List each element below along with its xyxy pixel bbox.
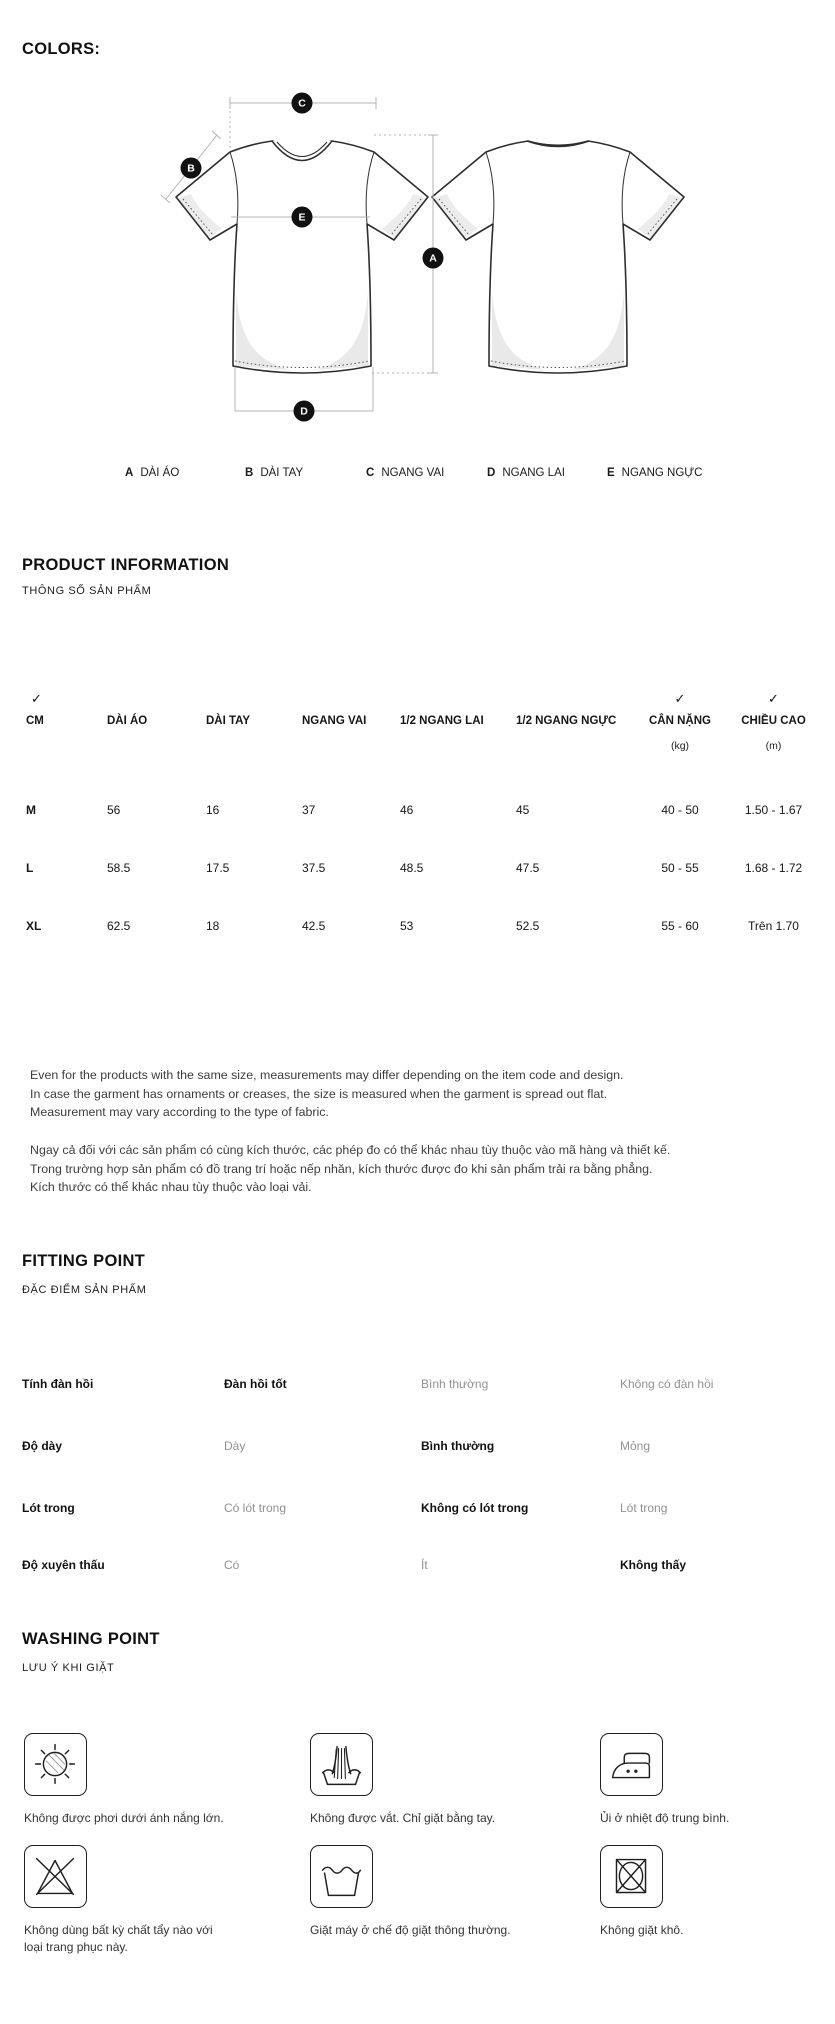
svg-text:D: D — [300, 405, 308, 418]
fitting-row-elasticity: Tính đàn hồi Đàn hồi tốt Bình thường Không có đàn hồi — [22, 1377, 714, 1391]
check-icon: ✓ — [674, 691, 686, 706]
washing-caption: Không dùng bất kỳ chất tẩy nào với loại trang phục này. — [24, 1923, 213, 1954]
legend-item-c: C NGANG VAI — [366, 467, 445, 479]
washing-point-subtitle: LƯU Ý KHI GIẶT — [22, 1662, 115, 1674]
col-chieu-cao: CHIỀU CAO — [741, 715, 806, 727]
washing-caption: Không được phơi dưới ánh nắng lớn. — [24, 1811, 224, 1825]
table-row-l: L 58.5 17.5 37.5 48.5 47.5 50 - 55 1.68 - 1.72 — [26, 861, 803, 875]
height-unit: (m) — [765, 740, 782, 752]
machine-wash-icon — [310, 1845, 373, 1908]
svg-text:A: A — [429, 252, 437, 265]
size-table-header — [0, 715, 835, 731]
back-shirt-drawing — [432, 141, 684, 373]
legend-item-e: E NGANG NGỰC — [607, 467, 703, 479]
check-icon: ✓ — [768, 691, 779, 706]
col-ngang-lai: 1/2 NGANG LAI — [400, 715, 484, 727]
col-ngang-nguc: 1/2 NGANG NGỰC — [516, 715, 617, 727]
col-cm: CM — [26, 715, 44, 727]
legend-item-d: D NGANG LAI — [487, 467, 565, 479]
fitting-row-lining: Lót trong Có lót trong Không có lót trong Lót trong — [22, 1501, 668, 1515]
size-diagram — [0, 60, 835, 430]
svg-text:B: B — [187, 162, 195, 175]
col-dai-ao: DÀI ÁO — [107, 715, 148, 727]
front-shirt-drawing — [176, 141, 428, 373]
col-can-nang: CÂN NẶNG — [649, 715, 711, 727]
table-row-xl: XL 62.5 18 42.5 53 52.5 55 - 60 Trên 1.70 — [26, 919, 799, 933]
no-sun-dry-icon — [24, 1733, 87, 1796]
no-bleach-icon — [24, 1845, 87, 1908]
washing-caption: Giặt máy ở chế độ giặt thông thường. — [310, 1923, 511, 1937]
size-table-checkrow — [0, 691, 835, 707]
col-dai-tay: DÀI TAY — [206, 715, 251, 727]
legend-item-b: B DÀI TAY — [245, 467, 304, 479]
colors-title: COLORS: — [22, 40, 101, 58]
legend-item-a: A DÀI ÁO — [125, 467, 180, 479]
weight-unit: (kg) — [670, 740, 690, 752]
fitting-point-subtitle: ĐẶC ĐIỂM SẢN PHẨM — [22, 1284, 147, 1296]
product-info-subtitle: THÔNG SỐ SẢN PHẨM — [22, 585, 152, 597]
svg-text:E: E — [298, 211, 306, 224]
washing-point-title: WASHING POINT — [22, 1630, 160, 1648]
no-dry-clean-icon — [600, 1845, 663, 1908]
table-row-m: M 56 16 37 46 45 40 - 50 1.50 - 1.67 — [26, 803, 803, 817]
check-icon: ✓ — [31, 691, 42, 706]
fitting-row-sheerness: Độ xuyên thấu Có Ít Không thấy — [22, 1558, 686, 1572]
washing-caption: Ủi ở nhiệt độ trung bình. — [600, 1811, 730, 1825]
notes-en: Even for the products with the same size, measurements may differ depending on the item code and design. In case the garment has ornaments or creases, the size is measured when the garment is spread out flat. Measurement may vary according to the type of fabric. — [30, 1068, 624, 1120]
product-info-title: PRODUCT INFORMATION — [22, 556, 230, 574]
hand-wash-icon — [310, 1733, 373, 1796]
fitting-point-title: FITTING POINT — [22, 1252, 146, 1270]
svg-text:C: C — [298, 97, 306, 110]
iron-medium-icon — [600, 1733, 663, 1796]
notes-vi: Ngay cả đối với các sản phẩm có cùng kích thước, các phép đo có thể khác nhau tùy thuộc vào mã hàng và thiết kế. Trong trường hợp sản phẩm có đồ trang trí hoặc nếp nhăn, kích thước được đo khi sản phẩm trải ra bằng phẳng. Kích thước có thể khác nhau tùy thuộc vào loại vải. — [30, 1143, 671, 1195]
col-ngang-vai: NGANG VAI — [302, 715, 367, 727]
washing-caption: Không giặt khô. — [600, 1923, 684, 1937]
washing-caption: Không được vắt. Chỉ giặt bằng tay. — [310, 1811, 496, 1825]
fitting-row-thickness: Độ dày Dày Bình thường Mỏng — [22, 1439, 651, 1453]
